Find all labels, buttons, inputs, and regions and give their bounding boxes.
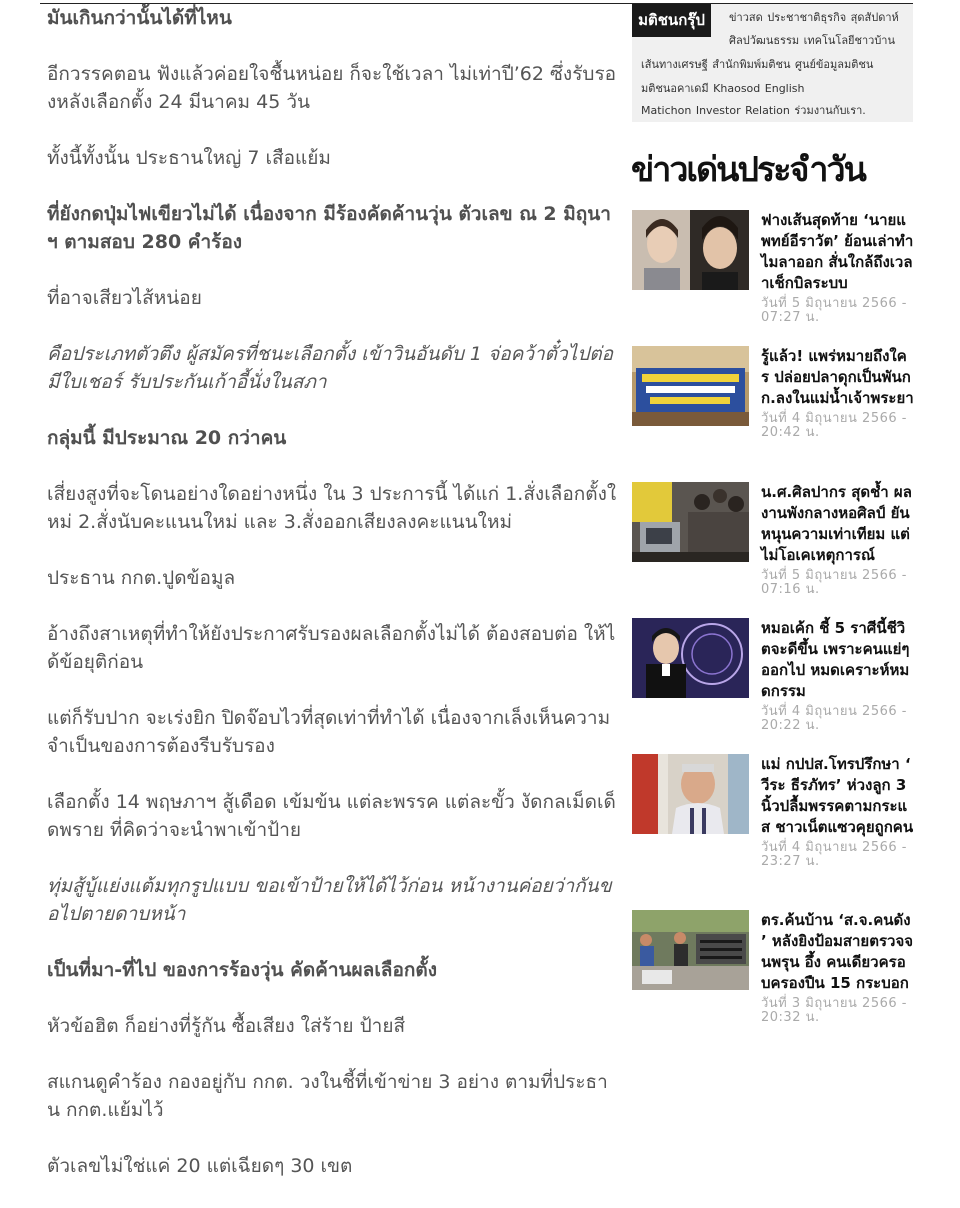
- news-text: [761, 210, 914, 325]
- news-item[interactable]: [632, 346, 917, 476]
- news-thumbnail[interactable]: [632, 754, 749, 834]
- news-date: วันที่ 3 มิถุนายน 2566 - 20:32 น.: [761, 996, 907, 1025]
- group-links-line-3[interactable]: เส้นทางเศรษฐี สำนักพิมพ์มติชน ศูนย์ข้อมูลมติชน: [641, 58, 874, 71]
- news-text: [761, 754, 914, 869]
- paragraph-14: เป็นที่มา-ที่ไป ของการร้องวุ่น คัดค้านผลเลือกตั้ง: [47, 959, 437, 981]
- paragraph-8: เสี่ยงสูงที่จะโดนอย่างใดอย่างหนึ่ง ใน 3 ประการนี้ ได้แก่ 1.สั่งเลือกตั้งใหม่ 2.สั่งนับคะแนนใหม่ และ 3.สั่งออกเสียงลงคะแนนใหม่: [47, 483, 617, 533]
- news-title[interactable]: หมอเค้ก ชี้ 5 ราศีนี้ชีวิตจะดีขึ้น เพราะคนแย่ๆออกไป หมดเคราะห์หมดกรรม: [761, 619, 910, 700]
- news-text: [761, 618, 914, 733]
- paragraph-13: ทุ่มสู้บู้แย่งแต้มทุกรูปแบบ ขอเข้าป้ายให้ได้ไว้ก่อน หน้างานค่อยว่ากันขอไปตายดาบหน้า: [47, 875, 612, 925]
- matichon-group-logo[interactable]: มติชนกรุ๊ป: [632, 4, 711, 37]
- article-body: [47, 4, 619, 1208]
- news-thumbnail[interactable]: [632, 346, 749, 426]
- paragraph-10: อ้างถึงสาเหตุที่ทำให้ยังประกาศรับรองผลเลือกตั้งไม่ได้ ต้องสอบต่อ ให้ได้ข้อยุติก่อน: [47, 623, 616, 673]
- paragraph-5: ที่อาจเสียวไส้หน่อย: [47, 287, 202, 309]
- news-thumbnail[interactable]: [632, 210, 749, 290]
- news-title[interactable]: ฟางเส้นสุดท้าย ‘นายแพทย์อีราวัต’ ย้อนเล่าทำไมลาออก สั่นใกล้ถึงเวลาเช็กบิลระบบ: [761, 211, 914, 292]
- group-links-line-4[interactable]: มติชนอคาเดมี Khaosod English: [641, 82, 805, 95]
- news-date: วันที่ 4 มิถุนายน 2566 - 20:42 น.: [761, 411, 907, 440]
- paragraph-3: ทั้งนี้ทั้งนั้น ประธานใหญ่ 7 เสือแย้ม: [47, 147, 331, 169]
- news-text: [761, 346, 914, 440]
- news-item[interactable]: [632, 910, 917, 1040]
- news-text: [761, 910, 914, 1025]
- paragraph-1: มันเกินกว่านั้นได้ที่ไหน: [47, 7, 232, 29]
- news-date: วันที่ 4 มิถุนายน 2566 - 20:22 น.: [761, 704, 907, 733]
- news-title[interactable]: รู้แล้ว! แพร่หมายถึงใคร ปล่อยปลาดุกเป็นพันกก.ลงในแม่น้ำเจ้าพระยา: [761, 347, 914, 407]
- matichon-group-panel: [632, 4, 913, 122]
- paragraph-6: คือประเภทตัวตึง ผู้สมัครที่ชนะเลือกตั้ง เข้าวินอันดับ 1 จ่อคว้าตั๋วไปต่อ มีใบเชอร์ รับประกันเก้าอี้นั่งในสภา: [47, 343, 614, 393]
- news-item[interactable]: [632, 618, 917, 748]
- news-thumbnail[interactable]: [632, 910, 749, 990]
- news-title[interactable]: แม่ กปปส.โทรปรึกษา ‘วีระ ธีรภัทร’ ห่วงลูก 3 นิ้วปลื้มพรรคตามกระแส ชาวเน็ตแซวคุยถูกคน: [761, 755, 914, 836]
- paragraph-4: ที่ยังกดปุ่มไฟเขียวไม่ได้ เนื่องจาก มีร้องคัดค้านวุ่น ตัวเลข ณ 2 มิถุนาฯ ตามสอบ 280 คำร้อง: [47, 203, 611, 253]
- paragraph-16: สแกนดูคำร้อง กองอยู่กับ กกต. วงในชี้ที่เข้าข่าย 3 อย่าง ตามที่ประธาน กกต.แย้มไว้: [47, 1071, 608, 1121]
- group-links-line-2[interactable]: ศิลปวัฒนธรรม เทคโนโลยีชาวบ้าน: [729, 34, 896, 47]
- paragraph-2: อีกวรรคตอน ฟังแล้วค่อยใจชื้นหน่อย ก็จะใช้เวลา ไม่เท่าปี’62 ซึ่งรับรองหลังเลือกตั้ง 24 มีนาคม 45 วัน: [47, 63, 617, 113]
- news-text: [761, 482, 914, 597]
- news-title[interactable]: ตร.ค้นบ้าน ‘ส.จ.คนดัง’ หลังยิงป้อมสายตรวจจนพรุน อึ้ง คนเดียวครอบครองปืน 15 กระบอก: [761, 911, 914, 992]
- news-thumbnail[interactable]: [632, 482, 749, 562]
- group-links-line-1[interactable]: ข่าวสด ประชาชาติธุรกิจ สุดสัปดาห์: [729, 11, 899, 24]
- paragraph-7: กลุ่มนี้ มีประมาณ 20 กว่าคน: [47, 427, 287, 449]
- paragraph-12: เลือกตั้ง 14 พฤษภาฯ สู้เดือด เข้มข้น แต่ละพรรค แต่ละขั้ว งัดกลเม็ดเด็ดพราย ที่คิดว่าจะนำพาเข้าป้าย: [47, 791, 616, 841]
- news-date: วันที่ 4 มิถุนายน 2566 - 23:27 น.: [761, 840, 907, 869]
- news-item[interactable]: [632, 754, 917, 884]
- news-date: วันที่ 5 มิถุนายน 2566 - 07:27 น.: [761, 296, 907, 325]
- group-links-line-5[interactable]: Matichon Investor Relation ร่วมงานกับเรา.: [641, 104, 866, 117]
- paragraph-17: ตัวเลขไม่ใช่แค่ 20 แต่เฉียดๆ 30 เขต: [47, 1155, 353, 1177]
- news-item[interactable]: [632, 482, 917, 612]
- section-title-daily-highlights: ข่าวเด่นประจำวัน: [631, 150, 865, 190]
- news-date: วันที่ 5 มิถุนายน 2566 - 07:16 น.: [761, 568, 907, 597]
- paragraph-15: หัวข้อฮิต ก็อย่างที่รู้กัน ซื้อเสียง ใส่ร้าย ป้ายสี: [47, 1015, 406, 1037]
- news-thumbnail[interactable]: [632, 618, 749, 698]
- paragraph-9: ประธาน กกต.ปูดข้อมูล: [47, 567, 236, 589]
- news-item[interactable]: [632, 210, 917, 340]
- news-title[interactable]: น.ศ.ศิลปากร สุดช้ำ ผลงานพังกลางหอศิลป์ ยันหนุนความเท่าเทียม แต่ไม่โอเคเหตุการณ์: [761, 483, 912, 564]
- paragraph-11: แต่ก็รับปาก จะเร่งยิก ปิดจ๊อบไวที่สุดเท่าที่ทำได้ เนื่องจากเล็งเห็นความจำเป็นของการต้องรีบรับรอง: [47, 707, 611, 757]
